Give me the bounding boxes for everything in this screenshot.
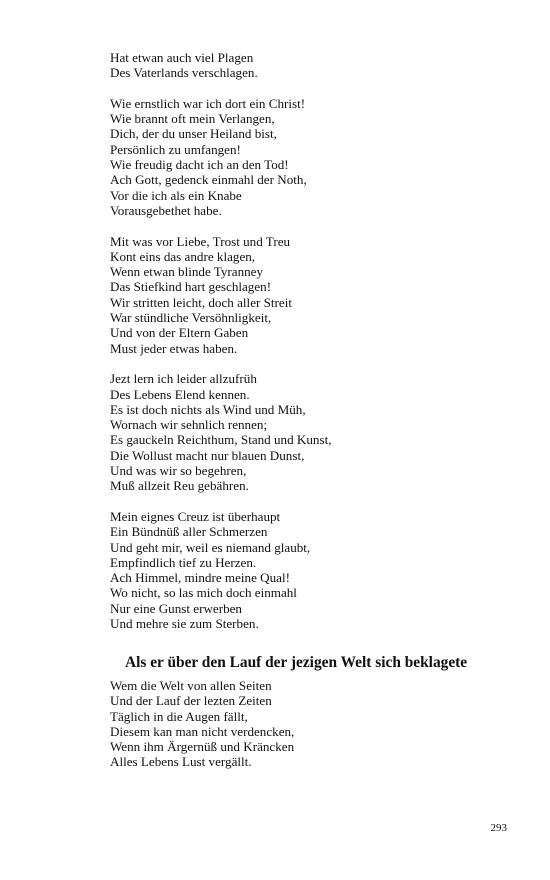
- verse-line: Es ist doch nichts als Wind und Müh,: [110, 401, 306, 417]
- verse-line: Wenn ihm Ärgernüß und Kräncken: [110, 739, 295, 755]
- verse-line: Die Wollust macht nur blauen Dunst,: [110, 447, 305, 463]
- verse-line: Des Lebens Elend kennen.: [110, 386, 250, 402]
- verse-line: Nur eine Gunst erwerben: [110, 600, 242, 616]
- verse-line: Dich, der du unser Heiland bist,: [110, 126, 277, 142]
- poem-continued: [110, 50, 510, 647]
- verse-line: Wenn etwan blinde Tyranney: [110, 264, 264, 280]
- verse-line: Ein Bündnüß aller Schmerzen: [110, 524, 268, 540]
- verse-line: Mein eignes Creuz ist überhaupt: [110, 508, 281, 524]
- verse-line: Und was wir so begehren,: [110, 463, 247, 479]
- verse-line: Wie brannt oft mein Verlangen,: [110, 111, 275, 127]
- verse-line: Hat etwan auch viel Plagen: [110, 50, 254, 65]
- stanza-2: [110, 96, 510, 218]
- verse-line: Alles Lebens Lust vergällt.: [110, 754, 252, 770]
- verse-line: Persönlich zu umfangen!: [110, 141, 241, 157]
- verse-line: Must jeder etwas haben.: [110, 340, 238, 356]
- stanza-4: [110, 371, 510, 493]
- verse-line: War stündliche Versöhnligkeit,: [110, 310, 272, 326]
- stanza-1: [110, 50, 510, 81]
- verse-line: Wo nicht, so las mich doch einmahl: [110, 585, 297, 601]
- stanza-3: [110, 234, 510, 356]
- verse-line: Wie ernstlich war ich dort ein Christ!: [110, 95, 306, 111]
- verse-line: Es gauckeln Reichthum, Stand und Kunst,: [110, 432, 332, 448]
- poem-title: Als er über den Lauf der jezigen Welt sich beklagete: [125, 654, 468, 671]
- verse-line: Mit was vor Liebe, Trost und Treu: [110, 233, 291, 249]
- verse-line: Das Stiefkind hart geschlagen!: [110, 279, 272, 295]
- verse-line: Wie freudig dacht ich an den Tod!: [110, 157, 289, 173]
- verse-line: Ach Gott, gedenck einmahl der Noth,: [110, 172, 307, 188]
- new-poem: [110, 678, 510, 770]
- verse-line: Vor die ich als ein Knabe: [110, 187, 242, 203]
- verse-line: Empfindlich tief zu Herzen.: [110, 554, 257, 570]
- verse-line: Ach Himmel, mindre meine Qual!: [110, 570, 290, 586]
- verse-line: Wornach wir sehnlich rennen;: [110, 417, 268, 433]
- verse-line: Wir stritten leicht, doch aller Streit: [110, 294, 293, 310]
- verse-line: Diesem kan man nicht verdencken,: [110, 723, 295, 739]
- verse-line: Muß allzeit Reu gebähren.: [110, 478, 249, 494]
- verse-line: Und der Lauf der lezten Zeiten: [110, 693, 272, 709]
- verse-line: Und von der Eltern Gaben: [110, 325, 249, 341]
- verse-line: Des Vaterlands verschlagen.: [110, 65, 258, 81]
- verse-line: Vorausgebethet habe.: [110, 202, 222, 218]
- verse-line: Täglich in die Augen fällt,: [110, 708, 248, 724]
- verse-line: Jezt lern ich leider allzufrüh: [110, 371, 257, 387]
- verse-line: Kont eins das andre klagen,: [110, 248, 256, 264]
- stanza-5: [110, 509, 510, 631]
- verse-line: Und mehre sie zum Sterben.: [110, 615, 259, 631]
- verse-line: Wem die Welt von allen Seiten: [110, 678, 272, 693]
- page-number: 293: [490, 822, 507, 834]
- verse-line: Und geht mir, weil es niemand glaubt,: [110, 539, 311, 555]
